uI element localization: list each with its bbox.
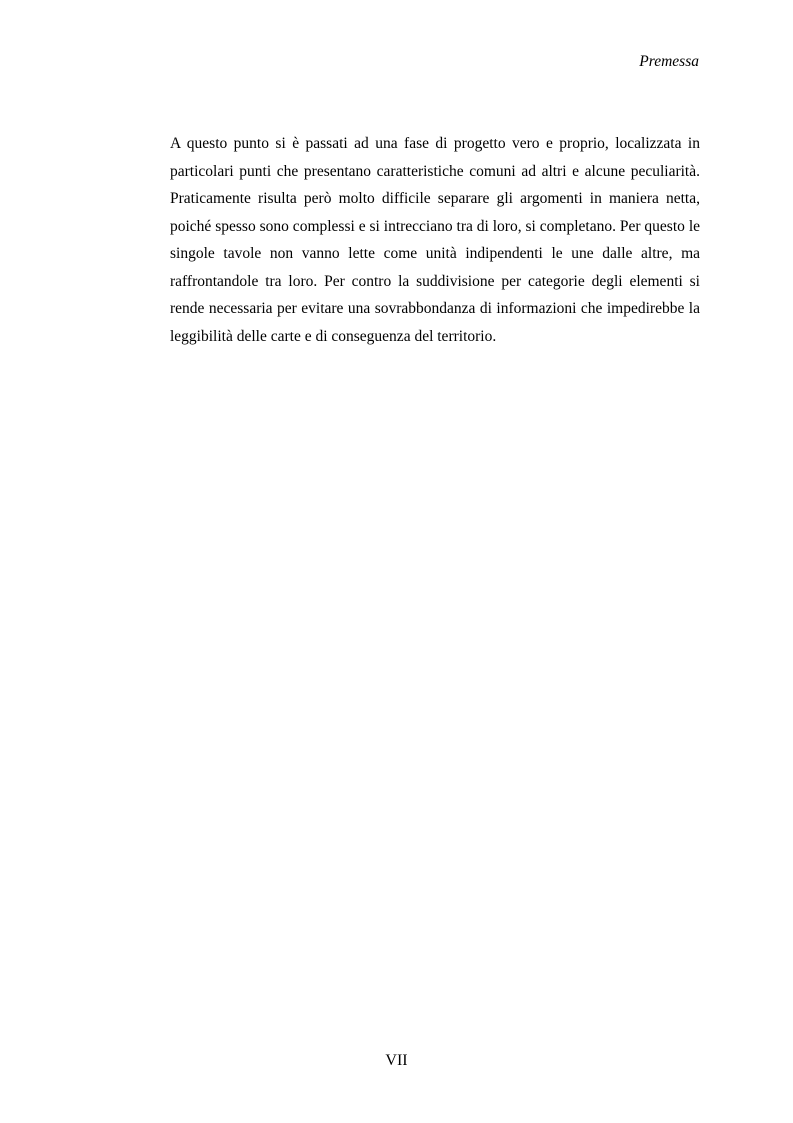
body-paragraph: A questo punto si è passati ad una fase di progetto vero e proprio, localizzata in particolari punti che presentano caratteristiche comuni ad altri e alcune peculiarità. Praticamente risulta però molto difficile separare gli argomenti in maniera netta, poiché spesso sono complessi e si intrecciano tra di loro, si completano. Per questo le singole tavole non vanno lette come unità indipendenti le une dalle altre, ma raffrontandole tra loro. Per contro la suddivisione per categorie degli elementi si rende necessaria per evitare una sovrabbondanza di informazioni che impedirebbe la leggibilità delle carte e di conseguenza del territorio.	[170, 135, 700, 345]
running-header-title: Premessa	[639, 53, 699, 70]
page-number: VII	[385, 1052, 408, 1069]
